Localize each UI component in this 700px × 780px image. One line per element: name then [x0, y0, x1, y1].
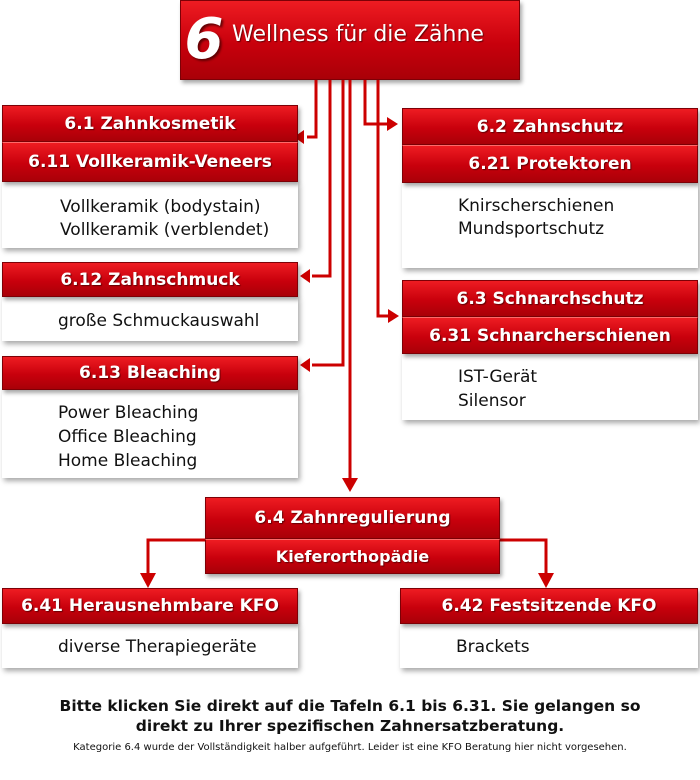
list-item: Vollkeramik (verblendet) — [60, 220, 270, 240]
connector-6-42 — [500, 540, 546, 575]
connector-6-2 — [365, 80, 387, 124]
list-item: große Schmuckauswahl — [58, 311, 260, 331]
list-item: Power Bleaching — [58, 403, 199, 423]
page-title: Wellness für die Zähne — [232, 22, 484, 47]
panel-6-2-header[interactable]: 6.2 Zahnschutz — [402, 108, 698, 145]
panel-6-4-subheader: Kieferorthopädie — [205, 539, 500, 574]
panel-6-11-header[interactable]: 6.11 Vollkeramik-Veneers — [2, 142, 298, 182]
panel-6-13-header[interactable]: 6.13 Bleaching — [2, 356, 298, 390]
panel-6-21-header[interactable]: 6.21 Protektoren — [402, 145, 698, 183]
panel-6-3-header[interactable]: 6.3 Schnarchschutz — [402, 280, 698, 317]
connector-6-41 — [148, 540, 205, 575]
list-item: Silensor — [458, 391, 526, 411]
panel-6-31-header[interactable]: 6.31 Schnarcherschienen — [402, 317, 698, 354]
list-item: Mundsportschutz — [458, 219, 605, 239]
list-item: Vollkeramik (bodystain) — [60, 197, 261, 217]
list-item: Knirscherschienen — [458, 196, 615, 216]
panel-6-41-header: 6.41 Herausnehmbare KFO — [2, 588, 298, 624]
panel-6-4-header: 6.4 Zahnregulierung — [205, 497, 500, 539]
panel-6-1-header[interactable]: 6.1 Zahnkosmetik — [2, 105, 298, 142]
connector-6-3 — [378, 80, 388, 316]
title-number: 6 — [184, 7, 224, 72]
list-item: Home Bleaching — [58, 451, 198, 471]
panel-6-42-header: 6.42 Festsitzende KFO — [400, 588, 698, 624]
connector-6-1 — [307, 80, 316, 137]
list-item: diverse Therapiegeräte — [58, 637, 257, 657]
panel-6-12-header[interactable]: 6.12 Zahnschmuck — [2, 262, 298, 297]
list-item: Brackets — [456, 637, 530, 657]
footer-instruction-line2: direkt zu Ihrer spezifischen Zahnersatzberatung. — [135, 717, 565, 735]
panel-6-3-list — [402, 354, 698, 420]
footer-instruction-line1: Bitte klicken Sie direkt auf die Tafeln 6.1 bis 6.31. Sie gelangen so — [59, 697, 641, 715]
panel-6-42-list — [400, 624, 698, 668]
list-item: Office Bleaching — [58, 427, 197, 447]
footer-note: Kategorie 6.4 wurde der Vollständigkeit halber aufgeführt. Leider ist eine KFO Beratung hier nicht vorgesehen. — [73, 742, 627, 753]
list-item: IST-Gerät — [458, 367, 538, 387]
